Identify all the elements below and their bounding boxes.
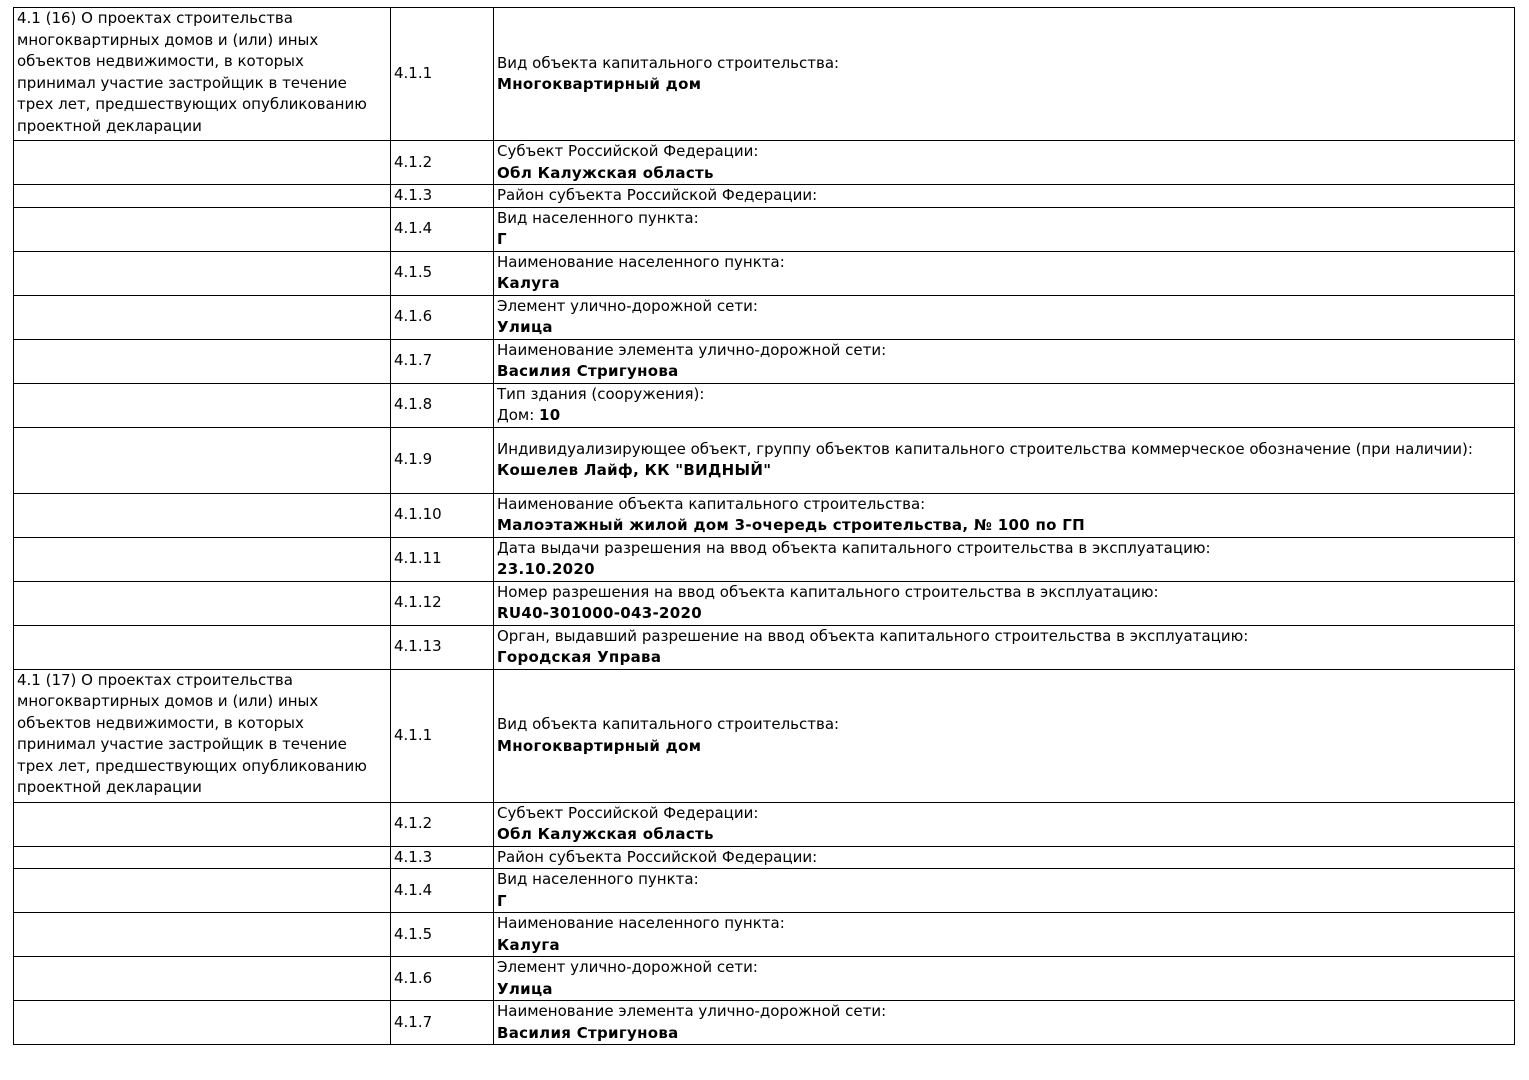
row-number: 4.1.12 (391, 581, 494, 625)
field-label: Наименование объекта капитального строительства: (497, 494, 926, 513)
table-row (14, 185, 1515, 208)
empty-cell (14, 1001, 391, 1045)
empty-cell (14, 846, 391, 869)
field-label: Тип здания (сооружения): (497, 384, 705, 403)
field-label: Наименование населенного пункта: (497, 252, 785, 271)
field-value: Малоэтажный жилой дом 3-очередь строительства, № 100 по ГП (497, 516, 1085, 534)
field-label: Вид населенного пункта: (497, 208, 699, 227)
field-value: Калуга (497, 274, 560, 292)
empty-cell (14, 913, 391, 957)
field-cell (494, 141, 1515, 185)
project-declaration-table (13, 7, 1515, 1045)
row-number: 4.1.1 (391, 669, 494, 802)
table-row (14, 383, 1515, 427)
field-value: Кошелев Лайф, КК "ВИДНЫЙ" (497, 461, 772, 479)
table-row (14, 913, 1515, 957)
field-label: Элемент улично-дорожной сети: (497, 296, 758, 315)
field-label: Вид объекта капитального строительства: (497, 715, 840, 733)
empty-cell (14, 537, 391, 581)
table-row (14, 141, 1515, 185)
row-number: 4.1.5 (391, 251, 494, 295)
table-row (14, 669, 1515, 802)
table-row (14, 251, 1515, 295)
row-number: 4.1.7 (391, 339, 494, 383)
field-label: Орган, выдавший разрешение на ввод объекта капитального строительства в эксплуатацию: (497, 626, 1249, 645)
table-row (14, 493, 1515, 537)
field-value (497, 405, 1511, 427)
field-cell (494, 669, 1515, 802)
row-number: 4.1.4 (391, 869, 494, 913)
empty-cell (14, 581, 391, 625)
field-value: Улица (497, 979, 553, 998)
field-label: Наименование населенного пункта: (497, 914, 785, 932)
row-number: 4.1.8 (391, 383, 494, 427)
row-number: 4.1.5 (391, 913, 494, 957)
row-number: 4.1.9 (391, 427, 494, 493)
table-row (14, 957, 1515, 1001)
field-cell (494, 493, 1515, 537)
field-cell (494, 537, 1515, 581)
field-label: Субъект Российской Федерации: (497, 803, 759, 822)
row-number: 4.1.4 (391, 207, 494, 251)
field-value: Улица (497, 318, 553, 336)
empty-cell (14, 339, 391, 383)
field-label: Район субъекта Российской Федерации: (497, 847, 818, 866)
empty-cell (14, 251, 391, 295)
table-row (14, 8, 1515, 141)
table-row (14, 537, 1515, 581)
field-label: Индивидуализирующее объект, группу объектов капитального строительства коммерческое обозначение (при наличии): (497, 439, 1473, 458)
empty-cell (14, 383, 391, 427)
field-cell (494, 957, 1515, 1001)
empty-cell (14, 802, 391, 846)
empty-cell (14, 141, 391, 185)
field-label: Номер разрешения на ввод объекта капитального строительства в эксплуатацию: (497, 582, 1159, 601)
field-cell (494, 8, 1515, 141)
field-value: RU40-301000-043-2020 (497, 604, 702, 622)
field-cell (494, 1001, 1515, 1045)
empty-cell (14, 625, 391, 669)
field-value: Многоквартирный дом (497, 75, 702, 93)
field-cell (494, 185, 1515, 208)
row-number: 4.1.6 (391, 295, 494, 339)
row-number: 4.1.6 (391, 957, 494, 1001)
field-cell (494, 339, 1515, 383)
table-row (14, 1001, 1515, 1045)
field-cell (494, 383, 1515, 427)
table-row (14, 295, 1515, 339)
table-row (14, 869, 1515, 913)
row-number: 4.1.11 (391, 537, 494, 581)
table-row (14, 207, 1515, 251)
field-label: Субъект Российской Федерации: (497, 142, 759, 160)
row-number: 4.1.3 (391, 185, 494, 208)
field-cell (494, 427, 1515, 493)
field-label: Вид населенного пункта: (497, 870, 699, 888)
section-description: 4.1 (16) О проектах строительства многоквартирных домов и (или) иных объектов недвижимости, в которых принимал участие застройщик в течение трех лет, предшествующих опубликованию проектной декларации (14, 8, 391, 141)
field-value: Многоквартирный дом (497, 736, 702, 755)
field-value: Обл Калужская область (497, 825, 714, 843)
table-row (14, 802, 1515, 846)
row-number: 4.1.2 (391, 802, 494, 846)
section-description: 4.1 (17) О проектах строительства многоквартирных домов и (или) иных объектов недвижимости, в которых принимал участие застройщик в течение трех лет, предшествующих опубликованию проектной декларации (14, 669, 391, 802)
field-label: Элемент улично-дорожной сети: (497, 958, 758, 976)
row-number: 4.1.2 (391, 141, 494, 185)
table-row (14, 581, 1515, 625)
field-label: Дата выдачи разрешения на ввод объекта капитального строительства в эксплуатацию: (497, 538, 1211, 557)
empty-cell (14, 493, 391, 537)
empty-cell (14, 295, 391, 339)
field-value: Василия Стригунова (497, 362, 679, 380)
field-value: Калуга (497, 935, 560, 954)
field-value: Г (497, 891, 507, 910)
field-cell (494, 846, 1515, 869)
field-value: Василия Стригунова (497, 1023, 679, 1042)
field-value: Городская Управа (497, 648, 662, 666)
row-number: 4.1.10 (391, 493, 494, 537)
table-row (14, 427, 1515, 493)
field-cell (494, 251, 1515, 295)
field-cell (494, 207, 1515, 251)
field-cell (494, 295, 1515, 339)
table-row (14, 625, 1515, 669)
field-cell (494, 802, 1515, 846)
table-row (14, 339, 1515, 383)
empty-cell (14, 207, 391, 251)
field-value: 23.10.2020 (497, 560, 595, 578)
empty-cell (14, 957, 391, 1001)
empty-cell (14, 185, 391, 208)
table-row (14, 846, 1515, 869)
field-cell (494, 625, 1515, 669)
empty-cell (14, 869, 391, 913)
field-value: Г (497, 230, 507, 248)
field-label: Вид объекта капитального строительства: (497, 53, 840, 72)
field-value-prefix: Дом: (497, 406, 540, 424)
row-number: 4.1.1 (391, 8, 494, 141)
field-label: Район субъекта Российской Федерации: (497, 186, 818, 204)
field-label: Наименование элемента улично-дорожной сети: (497, 340, 887, 359)
row-number: 4.1.7 (391, 1001, 494, 1045)
field-cell (494, 913, 1515, 957)
field-cell (494, 581, 1515, 625)
field-label: Наименование элемента улично-дорожной сети: (497, 1002, 887, 1020)
field-cell (494, 869, 1515, 913)
empty-cell (14, 427, 391, 493)
row-number: 4.1.13 (391, 625, 494, 669)
row-number: 4.1.3 (391, 846, 494, 869)
field-value: Обл Калужская область (497, 163, 714, 182)
field-value-text: 10 (539, 406, 561, 424)
